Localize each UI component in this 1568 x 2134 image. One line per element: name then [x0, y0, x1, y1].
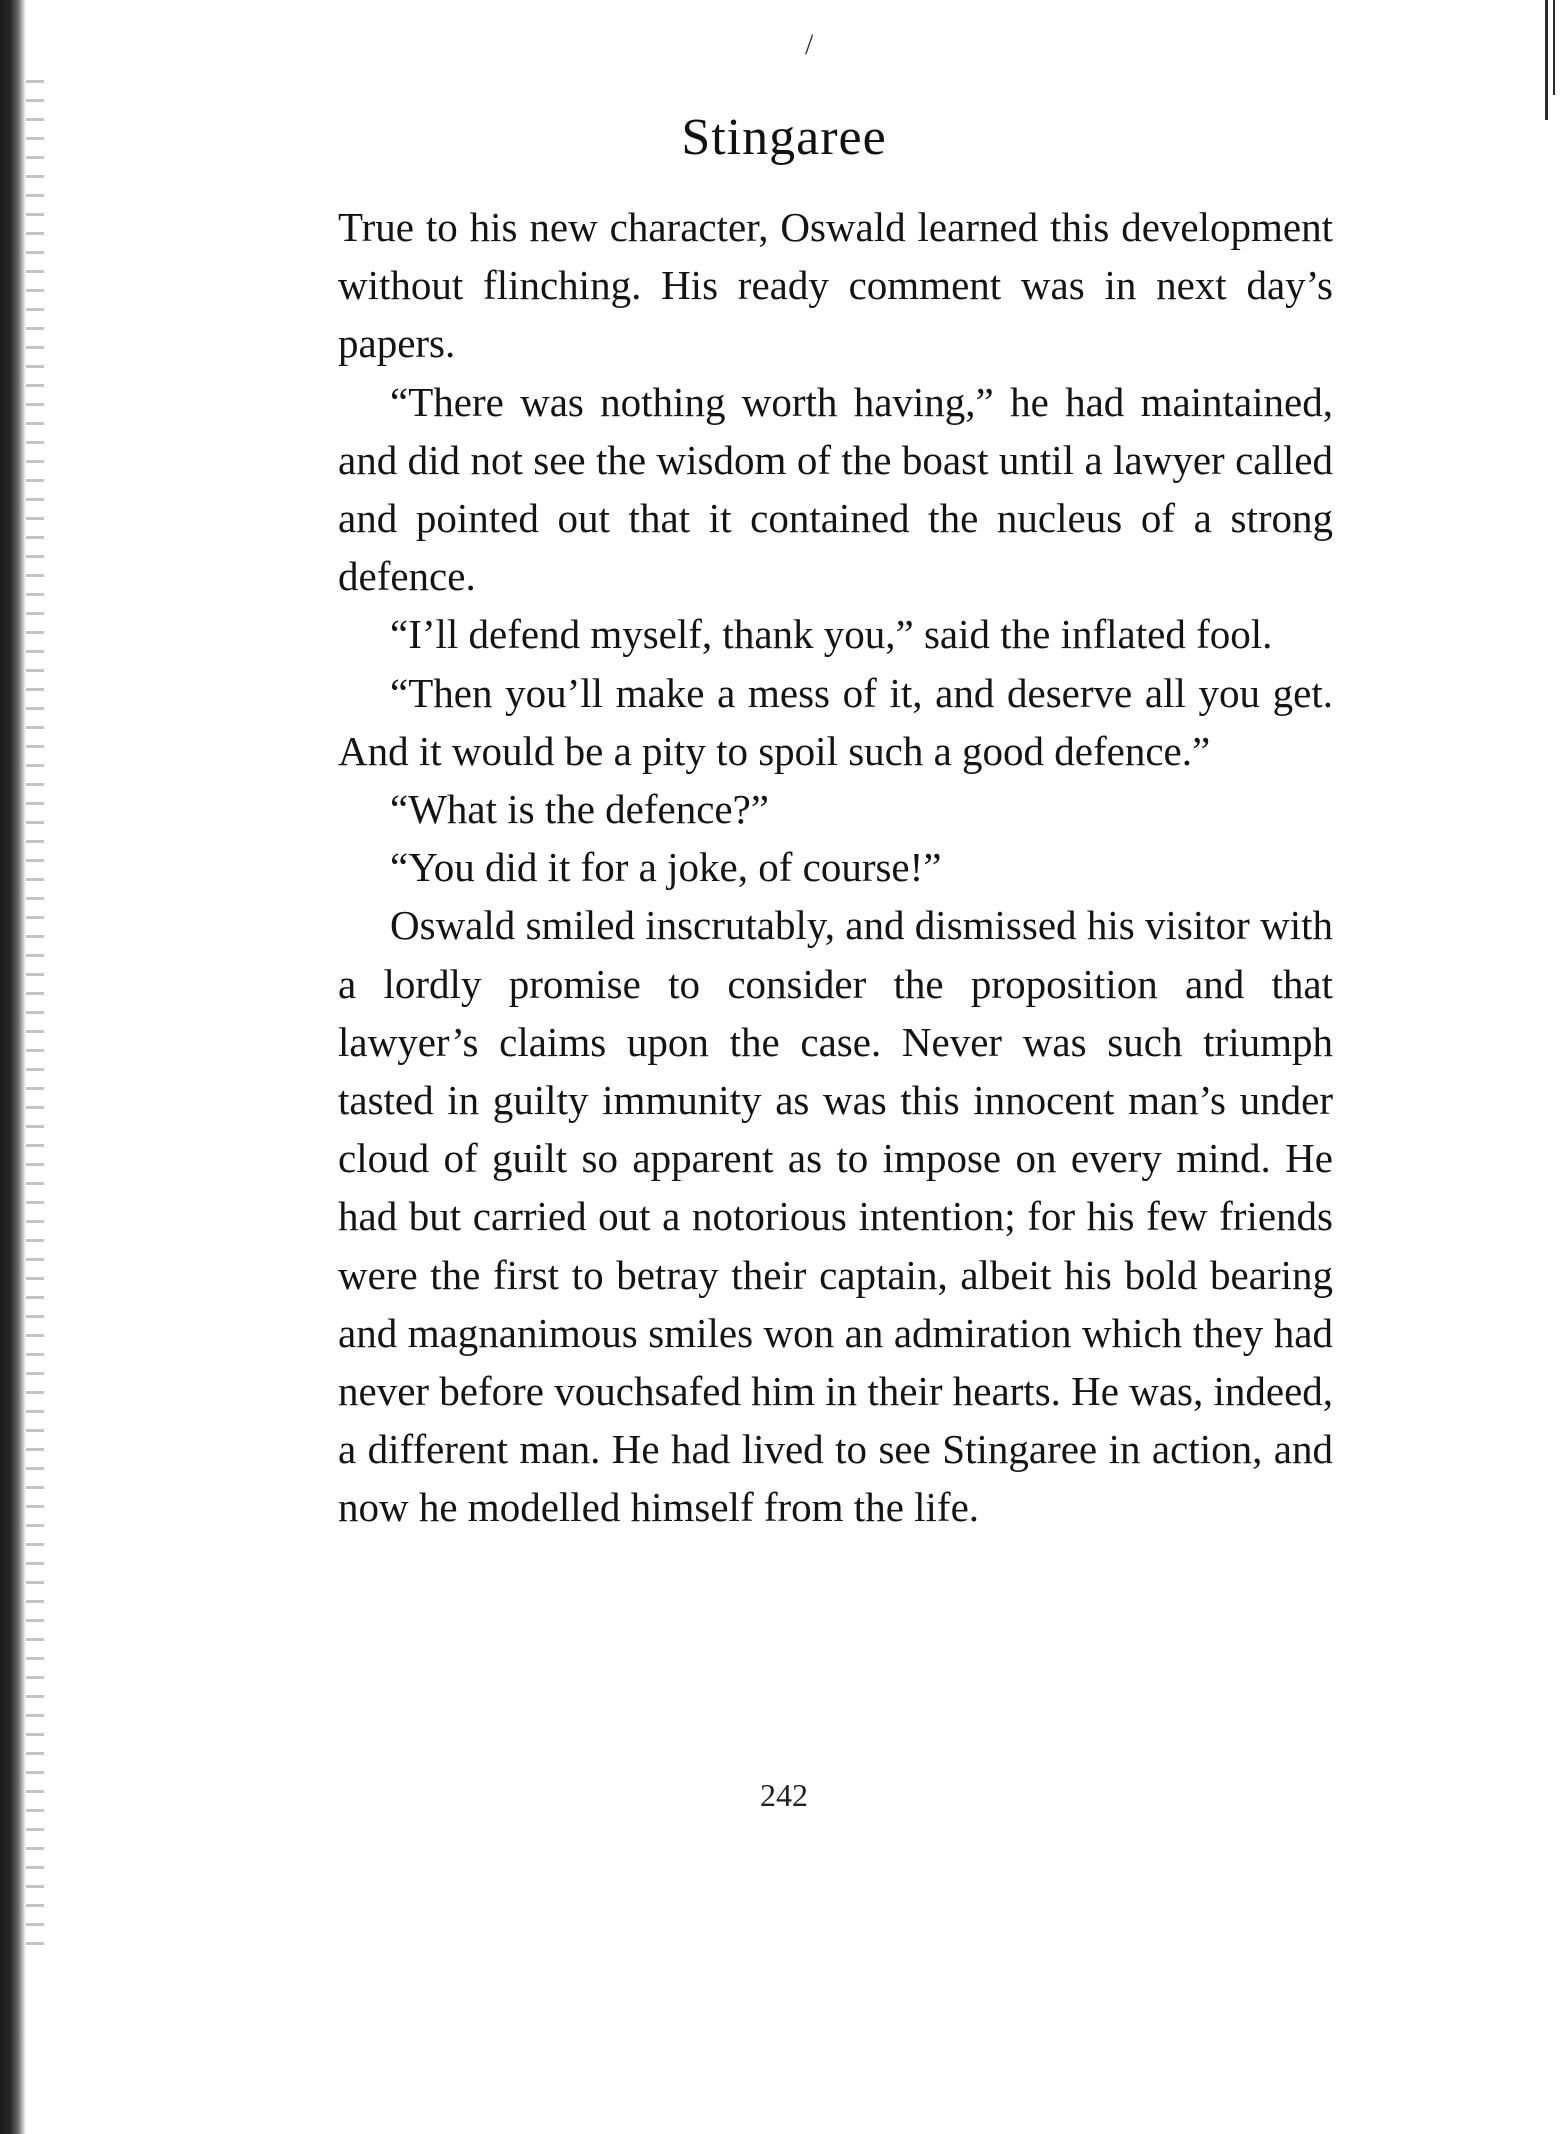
paragraph: Oswald smiled inscrutably, and dismissed his visitor with a lordly promise to consider the proposition and that lawyer’s claims upon the case. Never was such triumph tasted in guilty immunity as was this innocent man’s under cloud of guilt so apparent as to impose on every mind. He had but carried out a notorious intention; for his few friends were the first to betray their captain, albeit his bold bearing and magnanimous smiles won an admiration which they had never before vouchsafed him in their hearts. He was, indeed, a different man. He had lived to see Stingaree in action, and now he modelled himself from the life.	[338, 902, 1334, 1531]
body-text	[338, 198, 1333, 1537]
page-number: 242	[760, 1777, 808, 1813]
printer-mark: /	[805, 28, 814, 61]
running-head: Stingaree	[681, 109, 887, 166]
paragraph: “You did it for a joke, of course!”	[390, 844, 942, 891]
page-edge-mark	[1553, 0, 1555, 95]
paragraph: True to his new character, Oswald learned this development without flinching. His ready comment was in next day’s papers.	[338, 204, 1333, 367]
page-edge-mark	[1545, 0, 1548, 120]
paragraph: “What is the defence?”	[390, 786, 770, 833]
paragraph: “I’ll defend myself, thank you,” said the inflated fool.	[390, 611, 1273, 658]
binding-shadow	[26, 80, 44, 1960]
paragraph: “Then you’ll make a mess of it, and deserve all you get. And it would be a pity to spoil such a good defence.”	[338, 669, 1333, 774]
paragraph: “There was nothing worth having,” he had maintained, and did not see the wisdom of the boast until a lawyer called and pointed out that it contained the nucleus of a strong defence.	[338, 378, 1333, 600]
